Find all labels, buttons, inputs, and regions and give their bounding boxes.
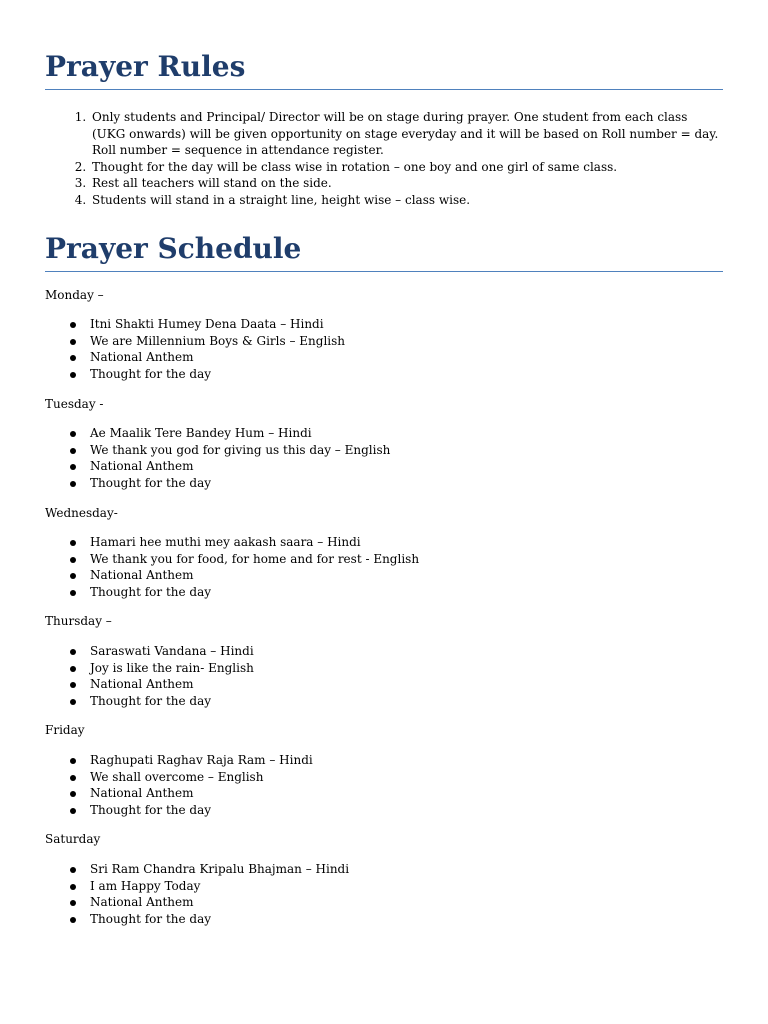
day-label: Wednesday- <box>45 505 118 520</box>
day-items <box>45 425 723 491</box>
schedule-saturday <box>45 831 723 927</box>
day-items <box>45 534 723 600</box>
list-item: National Anthem <box>90 676 723 693</box>
day-label: Friday <box>45 723 85 738</box>
list-item: Thought for the day <box>90 693 723 710</box>
rule-item: 3. Rest all teachers will stand on the side. <box>90 175 723 192</box>
schedule-friday <box>45 722 723 818</box>
list-item: Saraswati Vandana – Hindi <box>90 643 723 660</box>
day-items <box>45 752 723 818</box>
list-item: National Anthem <box>90 458 723 475</box>
list-item: Joy is like the rain- English <box>90 660 723 677</box>
list-item: Raghupati Raghav Raja Ram – Hindi <box>90 752 723 769</box>
rule-item: 4. Students will stand in a straight line, height wise – class wise. <box>90 192 723 209</box>
list-item: Thought for the day <box>90 584 723 601</box>
list-item: Itni Shakti Humey Dena Daata – Hindi <box>90 316 723 333</box>
rule-item: 2. Thought for the day will be class wise in rotation – one boy and one girl of same class. <box>90 159 723 176</box>
list-item: National Anthem <box>90 349 723 366</box>
list-item: We shall overcome – English <box>90 769 723 786</box>
schedule-tuesday <box>45 396 723 492</box>
list-item: Thought for the day <box>90 366 723 383</box>
day-label: Thursday – <box>45 614 112 629</box>
prayer-schedule-heading: Prayer Schedule <box>45 231 723 272</box>
prayer-rules-heading: Prayer Rules <box>45 49 723 90</box>
day-label: Tuesday - <box>45 396 104 411</box>
day-items <box>45 861 723 927</box>
schedule-wednesday <box>45 505 723 601</box>
list-item: Thought for the day <box>90 475 723 492</box>
list-item: National Anthem <box>90 785 723 802</box>
list-item: We thank you for food, for home and for rest - English <box>90 551 723 568</box>
day-items <box>45 316 723 382</box>
list-item: Sri Ram Chandra Kripalu Bhajman – Hindi <box>90 861 723 878</box>
day-items <box>45 643 723 709</box>
day-label: Monday – <box>45 287 104 302</box>
list-item: I am Happy Today <box>90 878 723 895</box>
prayer-rules-list <box>45 109 723 209</box>
schedule-monday <box>45 287 723 383</box>
day-label: Saturday <box>45 832 101 847</box>
list-item: We are Millennium Boys & Girls – English <box>90 333 723 350</box>
list-item: National Anthem <box>90 894 723 911</box>
list-item: Ae Maalik Tere Bandey Hum – Hindi <box>90 425 723 442</box>
schedule-thursday <box>45 613 723 709</box>
list-item: Thought for the day <box>90 802 723 819</box>
list-item: We thank you god for giving us this day – English <box>90 442 723 459</box>
list-item: National Anthem <box>90 567 723 584</box>
list-item: Thought for the day <box>90 911 723 928</box>
list-item: Hamari hee muthi mey aakash saara – Hindi <box>90 534 723 551</box>
rule-item: 1. Only students and Principal/ Director will be on stage during prayer. One student from each class (UKG onwards) will be given opportunity on stage everyday and it will be based on Roll number = day. Roll number = sequence in attendance register. <box>90 109 723 159</box>
document-page <box>45 0 723 940</box>
